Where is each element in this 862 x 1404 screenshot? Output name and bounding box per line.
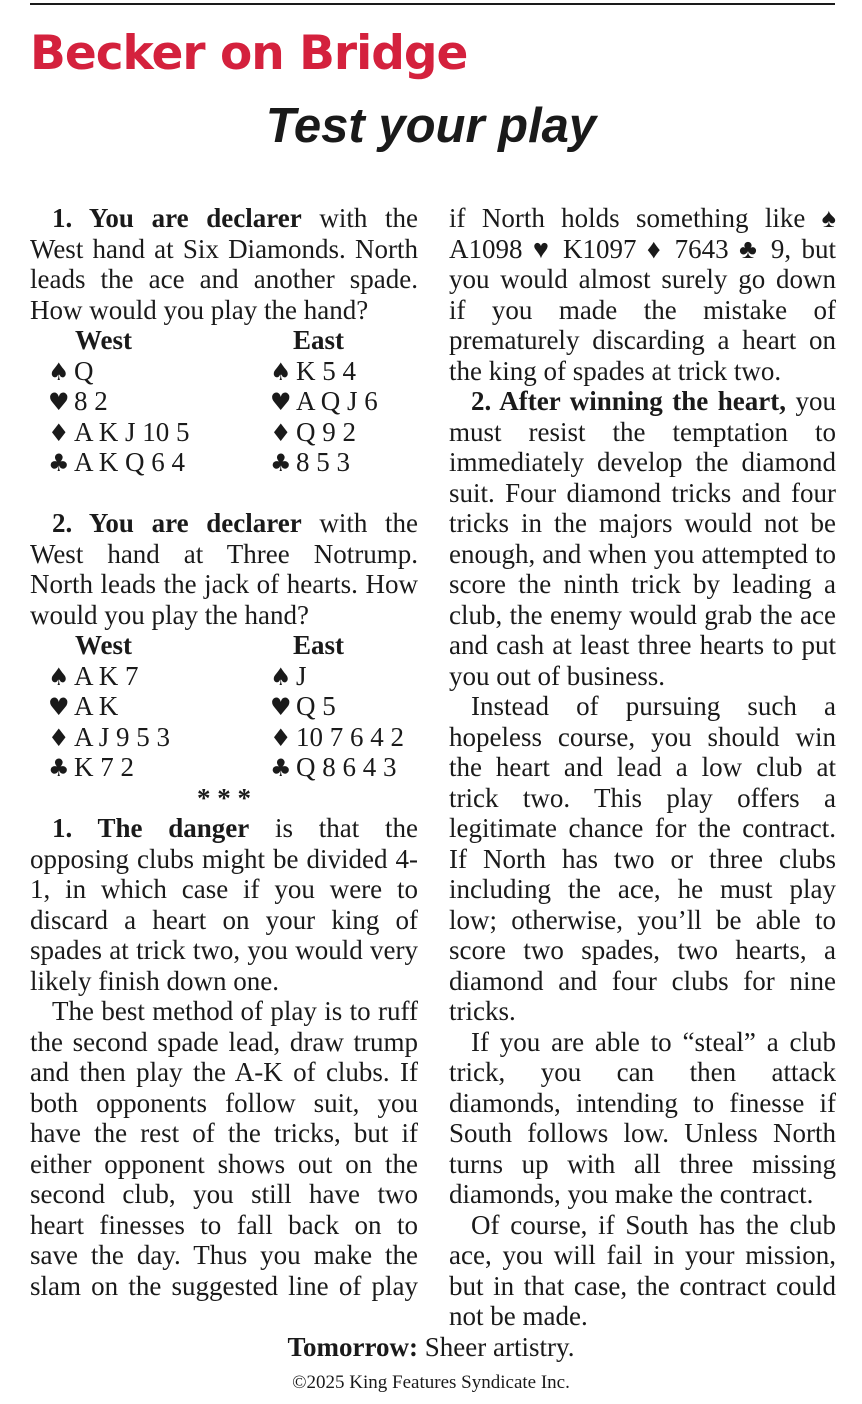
east-spades: K 5 4 (296, 355, 356, 386)
west-hearts: 8 2 (74, 386, 108, 416)
diamond-icon: ♦ (270, 723, 292, 752)
tomorrow-line (0, 1332, 862, 1363)
solution-2-paragraph-3 (449, 1027, 836, 1210)
club-icon: ♣ (270, 754, 292, 782)
solution-1-lead: 1. The danger (52, 813, 250, 843)
hand-row-hearts (30, 691, 418, 722)
solution-1-text (30, 813, 418, 996)
problem-2-text (30, 508, 418, 630)
club-icon: ♣ (48, 449, 70, 477)
heart-icon: ♥ (48, 693, 70, 721)
solution-1-paragraph-2-continued: if North holds something like ♠ A1098 ♥ K1097 ♦ 7643 ♣ 9, but you would almost surely go down if you made the mistake of prematurely discarding a heart on the king of spades at trick two. (449, 203, 836, 386)
column-title: Becker on Bridge (30, 26, 468, 81)
spade-icon: ♠ (48, 662, 70, 691)
east-hearts: A Q J 6 (296, 386, 378, 416)
left-column (30, 203, 418, 1301)
diamond-icon: ♦ (48, 723, 70, 752)
solution-2-paragraph-3-body: If you are able to “steal” a club trick, you can then attack diamonds, intending to finesse if South follows low. Unless North turns up with all three missing diamonds, you make the contract. (449, 1026, 836, 1209)
solution-2-text (449, 386, 836, 691)
spade-icon: ♠ (48, 357, 70, 386)
solution-2-paragraph-4-body: Of course, if South has the club ace, you will fail in your mission, but in that case, the contract could not be made. (449, 1209, 836, 1331)
problem-1-body: with the West hand at Six Diamonds. North leads the ace and another spade. How would you play the hand? (30, 203, 418, 325)
east-clubs: Q 8 6 4 3 (296, 752, 397, 782)
solution-2-text-lead: 2. After winning the heart, (471, 386, 786, 416)
west-label: West (75, 630, 132, 660)
east-label: East (293, 325, 345, 355)
east-label: East (293, 630, 345, 660)
problem-2-body: with the West hand at Three Notrump. North leads the jack of hearts. How would you play the hand? (30, 508, 418, 630)
solution-1-body: is that the opposing clubs might be divided 4-1, in which case if you were to discard a heart on your king of spades at trick two, you would very likely finish down one. (30, 813, 418, 996)
copyright: ©2025 King Features Syndicate Inc. (292, 1372, 570, 1393)
hand-row-diamonds (30, 417, 418, 448)
heart-icon: ♥ (270, 693, 292, 721)
west-diamonds: A K J 10 5 (74, 416, 190, 447)
heart-icon: ♥ (48, 388, 70, 416)
diamond-icon: ♦ (270, 418, 292, 447)
club-icon: ♣ (48, 754, 70, 782)
west-spades: A K 7 (74, 660, 139, 691)
diamond-icon: ♦ (48, 418, 70, 447)
west-clubs: A K Q 6 4 (74, 447, 186, 477)
west-diamonds: A J 9 5 3 (74, 721, 171, 752)
west-hearts: A K (74, 691, 119, 721)
right-column (449, 203, 836, 1332)
solution-2-paragraph-2-body: Instead of pursuing such a hopeless course, you should win the heart and lead a low club at trick two. This play offers a legitimate chance for the contract. If North has two or three clubs including the ace, he must play low; otherwise, you’ll be able to score two spades, two hearts, a diamond and four clubs for nine tricks. (449, 691, 836, 1026)
solution-2-paragraph-2 (449, 691, 836, 1027)
problem-1-text (30, 203, 418, 325)
hand-row-spades (30, 356, 418, 387)
hand-row-clubs (30, 447, 418, 478)
problem-2-lead: 2. You are declarer (52, 508, 302, 538)
problem-1-lead: 1. You are declarer (52, 203, 302, 233)
east-diamonds: 10 7 6 4 2 (296, 721, 404, 752)
hand-row-clubs (30, 752, 418, 783)
hand-row-diamonds (30, 722, 418, 753)
solution-1-paragraph-2: The best method of play is to ruff the second spade lead, draw trump and then play the A-K of clubs. If both opponents follow suit, you have the rest of the tricks, but if either opponent shows out on the second club, you still have two heart finesses to fall back on to save the day. Thus you make the slam on the suggested line of play (30, 996, 418, 1301)
hand-header (30, 325, 418, 356)
club-icon: ♣ (270, 449, 292, 477)
west-spades: Q (74, 355, 94, 386)
hand-row-hearts (30, 386, 418, 417)
east-clubs: 8 5 3 (296, 447, 350, 477)
east-spades: J (296, 660, 307, 691)
spade-icon: ♠ (270, 662, 292, 691)
problem-1-hands (30, 325, 418, 478)
column-subtitle: Test your play (265, 99, 597, 153)
tomorrow-label: Tomorrow: (287, 1332, 419, 1362)
solution-2-paragraph-4 (449, 1210, 836, 1332)
tomorrow-text: Sheer artistry. (418, 1332, 575, 1362)
heart-icon: ♥ (270, 388, 292, 416)
solution-2-text-body: you must resist the temptation to immediately develop the diamond suit. Four diamond tricks and four tricks in the majors would not be enough, and when you attempted to score the ninth trick by leading a club, the enemy would grab the ace and cash at least three hearts to put you out of business. (449, 386, 836, 691)
hand-row-spades (30, 661, 418, 692)
west-label: West (75, 325, 132, 355)
east-hearts: Q 5 (296, 691, 336, 721)
west-clubs: K 7 2 (74, 752, 134, 782)
problem-2-hands (30, 630, 418, 783)
top-rule (30, 3, 835, 5)
east-diamonds: Q 9 2 (296, 416, 356, 447)
spade-icon: ♠ (270, 357, 292, 386)
hand-header (30, 630, 418, 661)
section-separator: * * * (197, 782, 251, 813)
